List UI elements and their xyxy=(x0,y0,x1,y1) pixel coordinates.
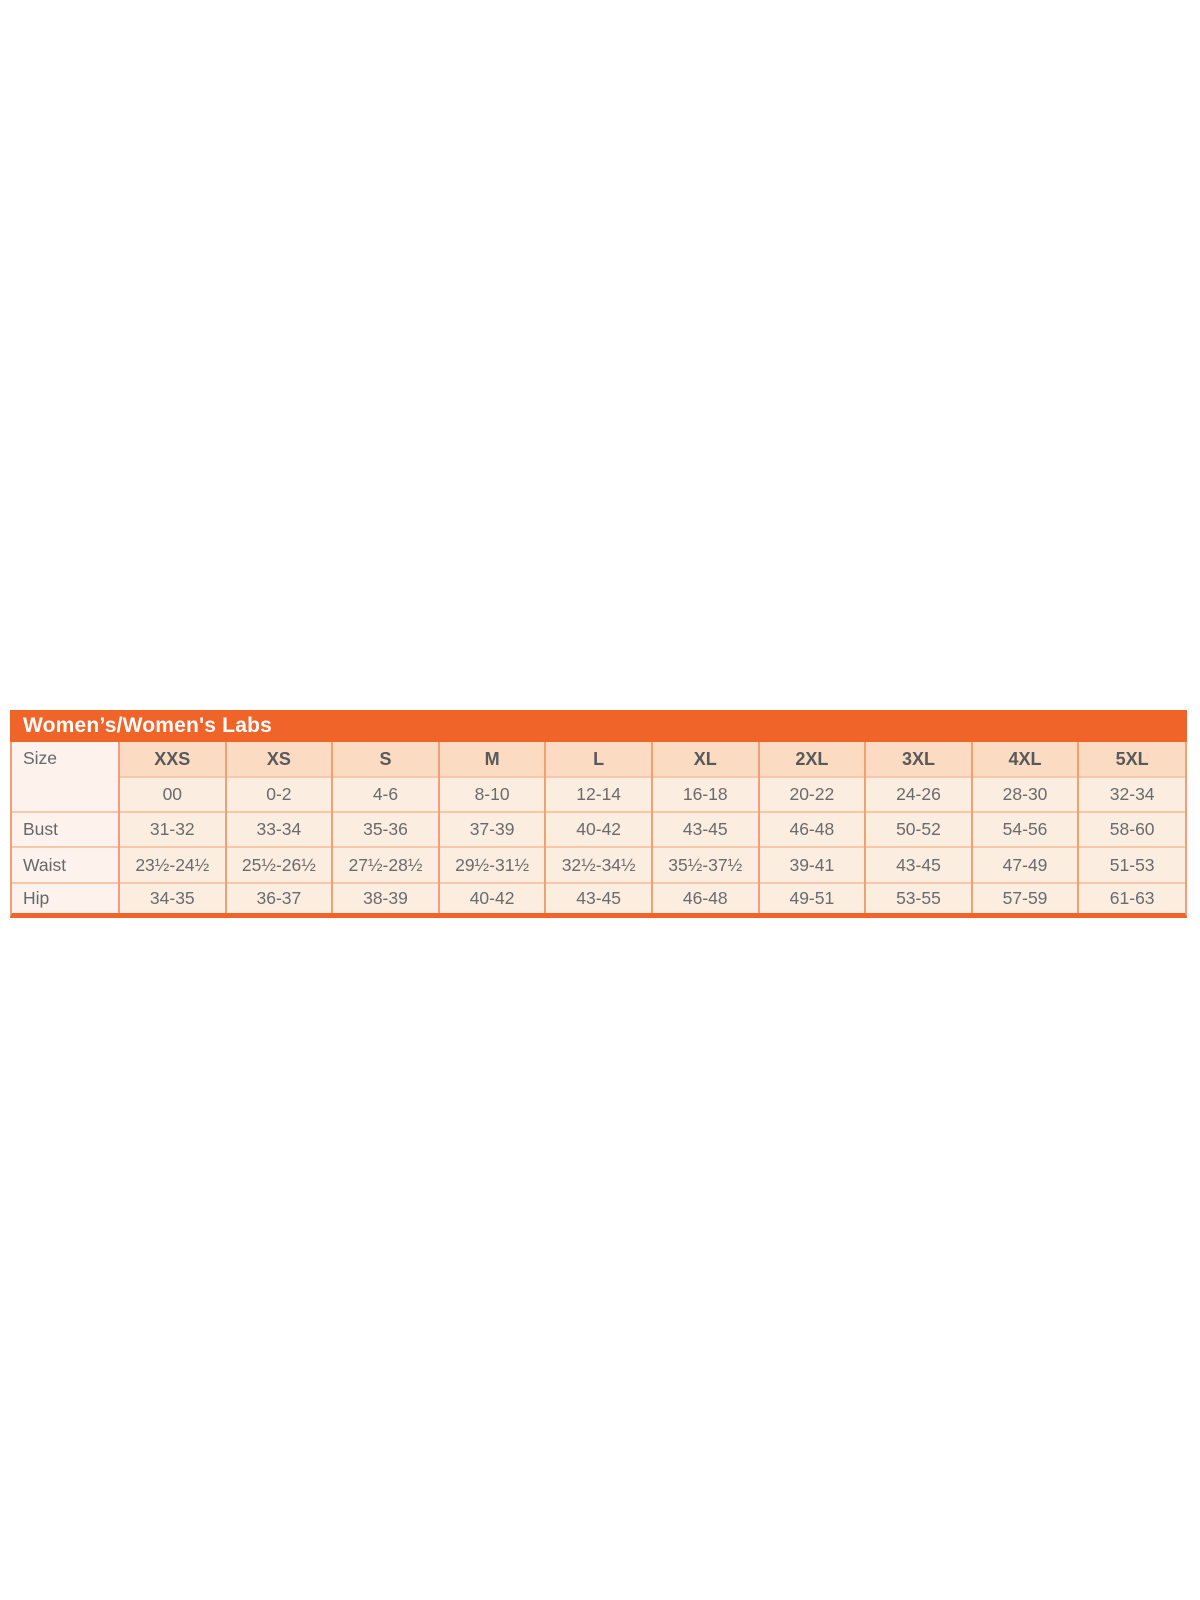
measurement-cell: 61-63 xyxy=(1078,883,1185,913)
row-label-waist: Waist xyxy=(12,847,119,883)
measurement-cell: 27½-28½ xyxy=(332,847,439,883)
measurement-cell: 51-53 xyxy=(1078,847,1185,883)
measurement-cell: 32½-34½ xyxy=(545,847,652,883)
measurement-cell: 39-41 xyxy=(759,847,866,883)
measurement-cell: 31-32 xyxy=(119,812,226,847)
size-header-xl: XL xyxy=(652,742,759,777)
table-row xyxy=(12,777,1185,812)
measurement-cell: 50-52 xyxy=(865,812,972,847)
table-row xyxy=(12,883,1185,913)
numeric-size-cell: 4-6 xyxy=(332,777,439,812)
size-header-4xl: 4XL xyxy=(972,742,1079,777)
numeric-size-cell: 12-14 xyxy=(545,777,652,812)
table-row xyxy=(12,847,1185,883)
measurement-cell: 25½-26½ xyxy=(226,847,333,883)
size-header-xs: XS xyxy=(226,742,333,777)
row-label-bust: Bust xyxy=(12,812,119,847)
size-header-5xl: 5XL xyxy=(1078,742,1185,777)
measurement-cell: 49-51 xyxy=(759,883,866,913)
measurement-cell: 36-37 xyxy=(226,883,333,913)
measurement-cell: 35½-37½ xyxy=(652,847,759,883)
measurement-cell: 57-59 xyxy=(972,883,1079,913)
size-header-3xl: 3XL xyxy=(865,742,972,777)
measurement-cell: 23½-24½ xyxy=(119,847,226,883)
size-header-s: S xyxy=(332,742,439,777)
size-header-2xl: 2XL xyxy=(759,742,866,777)
numeric-size-cell: 32-34 xyxy=(1078,777,1185,812)
measurement-cell: 53-55 xyxy=(865,883,972,913)
size-header-m: M xyxy=(439,742,546,777)
chart-title-bar xyxy=(10,710,1187,742)
measurement-cell: 58-60 xyxy=(1078,812,1185,847)
size-table xyxy=(12,742,1185,913)
size-chart xyxy=(10,710,1187,918)
numeric-size-cell: 0-2 xyxy=(226,777,333,812)
measurement-cell: 43-45 xyxy=(865,847,972,883)
measurement-cell: 46-48 xyxy=(652,883,759,913)
measurement-cell: 34-35 xyxy=(119,883,226,913)
measurement-cell: 33-34 xyxy=(226,812,333,847)
numeric-size-cell: 24-26 xyxy=(865,777,972,812)
corner-size-label: Size xyxy=(12,742,119,812)
size-header-l: L xyxy=(545,742,652,777)
numeric-size-cell: 16-18 xyxy=(652,777,759,812)
numeric-size-cell: 20-22 xyxy=(759,777,866,812)
table-row xyxy=(12,742,1185,777)
numeric-size-cell: 8-10 xyxy=(439,777,546,812)
measurement-cell: 37-39 xyxy=(439,812,546,847)
row-label-hip: Hip xyxy=(12,883,119,913)
measurement-cell: 54-56 xyxy=(972,812,1079,847)
table-row xyxy=(12,812,1185,847)
measurement-cell: 43-45 xyxy=(545,883,652,913)
measurement-cell: 47-49 xyxy=(972,847,1079,883)
measurement-cell: 40-42 xyxy=(545,812,652,847)
size-header-xxs: XXS xyxy=(119,742,226,777)
measurement-cell: 46-48 xyxy=(759,812,866,847)
numeric-size-cell: 28-30 xyxy=(972,777,1079,812)
chart-title: Women’s/Women's Labs xyxy=(23,714,272,737)
measurement-cell: 40-42 xyxy=(439,883,546,913)
measurement-cell: 43-45 xyxy=(652,812,759,847)
measurement-cell: 38-39 xyxy=(332,883,439,913)
measurement-cell: 35-36 xyxy=(332,812,439,847)
numeric-size-cell: 00 xyxy=(119,777,226,812)
measurement-cell: 29½-31½ xyxy=(439,847,546,883)
size-table-body xyxy=(12,742,1185,913)
